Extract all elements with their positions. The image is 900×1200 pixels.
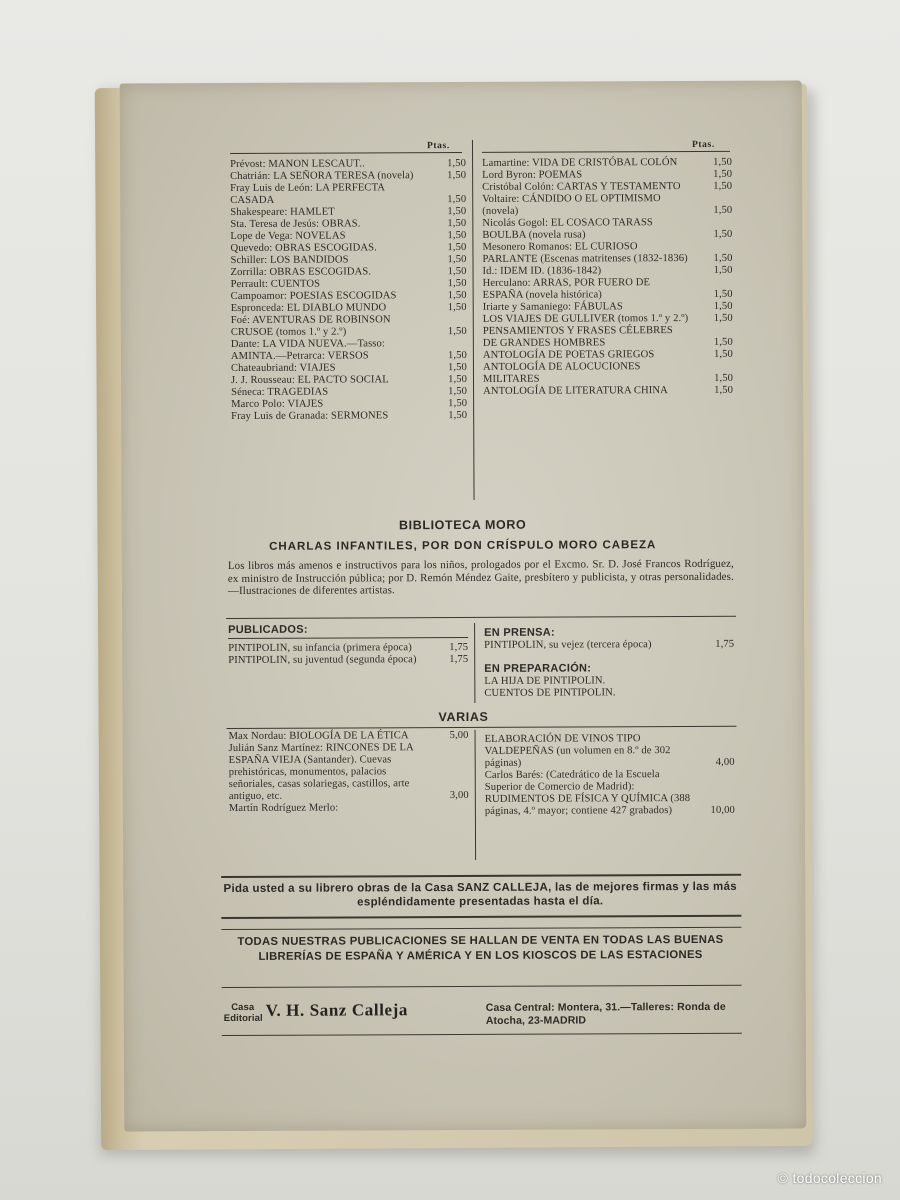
catalog-entry-price: 1,50 <box>714 372 734 384</box>
varias-entry-title: Julián Sanz Martínez: RINCONES DE LA ESPAÑA VIEJA (Santander). Cuevas prehistóricas, monumentos, palacios señoriales, casas solariegas, castillos, arte antiguo, etc. <box>228 742 414 803</box>
catalog-entry <box>230 206 466 219</box>
catalog-entry-price: 1,50 <box>713 264 733 276</box>
catalog-entry-price: 1,50 <box>447 325 467 338</box>
publicado-entry <box>228 654 468 667</box>
varias-rule <box>227 726 737 729</box>
catalog-entry <box>231 398 467 411</box>
catalog-entry-price: 1,50 <box>447 157 467 170</box>
catalog-entry <box>482 181 732 194</box>
catalog-entry-price: 1,50 <box>447 217 467 230</box>
en-preparacion-entry: CUENTOS DE PINTIPOLIN. <box>484 687 616 699</box>
en-preparacion-label: EN PREPARACIÓN: <box>484 662 592 675</box>
notice-1-bottom-rule <box>221 915 741 919</box>
catalog-left-list <box>230 158 467 423</box>
biblioteca-rule <box>226 616 736 619</box>
header-rule-left <box>230 152 462 154</box>
catalog-entry <box>230 242 466 255</box>
catalog-entry-price: 1,50 <box>447 241 467 254</box>
catalog-entry-title: Campoamor: POESIAS ESCOGIDAS <box>230 290 397 303</box>
catalog-entry-title: Espronceda: EL DIABLO MUNDO <box>230 302 387 315</box>
varias-entry <box>485 769 735 818</box>
catalog-entry-title: Cristóbal Colón: CARTAS Y TESTAMENTO <box>482 181 681 193</box>
catalog-entry <box>231 290 467 303</box>
varias-entry-title: ELABORACIÓN DE VINOS TIPO VALDEPEÑAS (un volumen en 8.º de 302 páginas) <box>484 733 671 769</box>
casa-editorial-label: Casa Editorial <box>223 1001 263 1024</box>
catalog-entry <box>231 374 467 387</box>
publicados-list <box>228 642 468 667</box>
varias-entry <box>229 742 469 803</box>
catalog-entry <box>483 325 733 350</box>
catalog-entry-price: 1,50 <box>447 289 467 302</box>
publicado-entry-title: PINTIPOLIN, su infancia (primera época) <box>228 642 412 655</box>
publicados-label: PUBLICADOS: <box>228 623 308 637</box>
catalog-right-list <box>482 157 733 398</box>
catalog-entry-price: 1,50 <box>713 348 733 360</box>
catalog-entry <box>230 170 466 183</box>
varias-entry <box>485 733 735 770</box>
header-rule-right <box>482 151 730 153</box>
catalog-entry-title: Fray Luis de León: LA PERFECTA CASADA <box>230 182 385 207</box>
catalog-entry-title: PENSAMIENTOS Y FRASES CÉLEBRES DE GRANDES HOMBRES <box>482 325 673 349</box>
varias-entry-title: Carlos Barés: (Catedrático de la Escuela Superior de Comercio de Madrid): RUDIMENTOS DE FÍSICA Y QUÍMICA (388 páginas, 4.º mayor; contiene 427 grabados) <box>484 769 691 817</box>
catalog-entry-price: 1,50 <box>713 156 733 168</box>
notice-2-top-rule <box>221 927 741 930</box>
price-header-left: Ptas. <box>426 141 450 152</box>
biblioteca-subtitle: CHARLAS INFANTILES, POR DON CRÍSPULO MORO CABEZA <box>269 539 657 553</box>
varias-entry-title: Martín Rodríguez Merlo: <box>228 802 339 815</box>
publicados-rule <box>228 637 468 639</box>
catalog-entry <box>483 265 733 278</box>
catalog-entry <box>231 278 467 291</box>
catalog-entry-title: Chateaubriand: VIAJES <box>230 362 336 375</box>
catalog-entry <box>231 338 467 363</box>
catalog-entry-price: 1,50 <box>447 265 467 278</box>
catalog-entry-title: Herculano: ARRAS, POR FUERO DE ESPAÑA (novela histórica) <box>482 277 651 301</box>
en-preparacion-list <box>484 675 734 700</box>
catalog-entry <box>230 182 466 207</box>
varias-entry-price: 4,00 <box>715 756 735 768</box>
catalog-entry <box>483 301 733 314</box>
catalog-entry-price: 1,50 <box>447 193 467 206</box>
varias-right-list <box>485 733 735 818</box>
publisher-address: Casa Central: Montera, 31.—Talleres: Ronda de Atocha, 23-MADRID <box>485 1000 726 1027</box>
catalog-entry-title: Schiller: LOS BANDIDOS <box>230 254 349 267</box>
catalog-entry-title: ANTOLOGÍA DE POETAS GRIEGOS <box>482 349 655 361</box>
varias-entry <box>229 730 469 743</box>
en-prensa-entry-price: 1,75 <box>715 638 735 650</box>
catalog-entry-price: 1,50 <box>447 169 467 182</box>
catalog-entry <box>483 385 733 398</box>
biblioteca-divider <box>474 623 475 703</box>
catalog-entry-price: 1,50 <box>713 312 733 324</box>
catalog-entry-price: 1,50 <box>713 204 733 216</box>
catalog-entry-title: Mesonero Romanos: EL CURIOSO PARLANTE (Escenas matritenses (1832-1836) <box>482 241 688 265</box>
catalog-entry <box>230 218 466 231</box>
catalog-entry-title: Fray Luis de Granada: SERMONES <box>231 410 389 423</box>
catalog-entry-price: 1,50 <box>713 336 733 348</box>
varias-entry-price: 5,00 <box>449 729 469 742</box>
varias-entry-price: 3,00 <box>449 789 469 802</box>
catalog-entry-price: 1,50 <box>714 384 734 396</box>
catalog-entry-title: Lamartine: VIDA DE CRISTÓBAL COLÓN <box>482 157 678 169</box>
catalog-entry-title: Quevedo: OBRAS ESCOGIDAS. <box>230 242 377 255</box>
catalog-entry-price: 1,50 <box>713 228 733 240</box>
catalog-entry <box>231 314 467 339</box>
catalog-entry-price: 1,50 <box>713 300 733 312</box>
column-divider <box>472 140 475 500</box>
publicado-entry-price: 1,75 <box>449 653 469 666</box>
catalog-entry-price: 1,50 <box>448 409 468 422</box>
publicado-entry-price: 1,75 <box>449 641 469 654</box>
catalog-entry <box>482 157 732 170</box>
catalog-entry <box>482 193 732 218</box>
catalog-entry-price: 1,50 <box>713 180 733 192</box>
catalog-entry <box>483 361 733 386</box>
catalog-entry-price: 1,50 <box>448 385 468 398</box>
varias-divider <box>475 730 477 860</box>
catalog-entry-title: Séneca: TRAGEDIAS <box>231 386 329 399</box>
publicado-entry-title: PINTIPOLIN, su juventud (segunda época) <box>228 654 417 667</box>
en-prensa-list <box>484 639 734 652</box>
catalog-entry-title: J. J. Rousseau: EL PACTO SOCIAL <box>230 374 389 387</box>
catalog-entry-price: 1,50 <box>447 205 467 218</box>
catalog-entry-price: 1,50 <box>448 397 468 410</box>
catalog-entry-title: Nicolás Gogol: EL COSACO TARASS BOULBA (novela rusa) <box>482 217 653 241</box>
sales-notice: TODAS NUESTRAS PUBLICACIONES SE HALLAN DE VENTA EN TODAS LAS BUENAS LIBRERÍAS DE ESPAÑA Y AMÉRICA Y EN LOS KIOSCOS DE LAS ESTACIONES <box>237 933 724 963</box>
catalog-entry <box>482 169 732 182</box>
catalog-entry-title: Chatrián: LA SEÑORA TERESA (novela) <box>230 170 414 183</box>
catalog-entry-price: 1,50 <box>447 277 467 290</box>
catalog-entry <box>483 349 733 362</box>
catalog-entry <box>231 410 467 423</box>
catalog-entry-price: 1,50 <box>447 301 467 314</box>
catalog-entry-title: Lope de Vega: NOVELAS <box>230 230 346 243</box>
catalog-entry-title: LOS VIAJES DE GULLIVER (tomos 1.º y 2.º) <box>482 313 689 325</box>
en-prensa-label: EN PRENSA: <box>484 626 555 639</box>
catalog-entry-title: ANTOLOGÍA DE ALOCUCIONES MILITARES <box>482 361 641 385</box>
catalog-entry <box>231 266 467 279</box>
catalog-entry-title: Perrault: CUENTOS <box>230 278 321 291</box>
biblioteca-title: BIBLIOTECA MORO <box>398 517 527 533</box>
catalog-entry-title: Id.: IDEM ID. (1836-1842) <box>482 265 602 277</box>
varias-entry <box>229 802 469 815</box>
catalog-entry-title: ANTOLOGÍA DE LITERATURA CHINA <box>483 385 668 397</box>
en-prensa-entry-title: PINTIPOLIN, su vejez (tercera época) <box>484 639 652 651</box>
catalog-entry <box>483 277 733 302</box>
catalog-entry <box>483 313 733 326</box>
en-prensa-entry <box>484 639 734 652</box>
publisher-bottom-rule <box>222 1033 742 1036</box>
catalog-entry <box>231 386 467 399</box>
catalog-entry-price: 1,50 <box>713 252 733 264</box>
biblioteca-description: Los libros más amenos e instructivos para los niños, prologados por el Excmo. Sr. D. José Francos Rodríguez, ex ministro de Instrucción pública; por D. Remón Méndez Gaite, presbítero y publicista, y otras personalidades.—Ilustraciones de diferentes artistas. <box>227 557 734 598</box>
catalog-entry <box>482 217 732 242</box>
varias-title: VARIAS <box>438 709 489 725</box>
en-preparacion-entry: LA HIJA DE PINTIPOLIN. <box>484 675 606 687</box>
catalog-entry <box>231 302 467 315</box>
catalog-entry-title: Foé: AVENTURAS DE ROBINSON CRUSOE (tomos 1.º y 2.º) <box>230 314 391 339</box>
catalog-entry <box>230 254 466 267</box>
book-back-cover <box>120 81 807 1132</box>
catalog-entry <box>230 158 466 171</box>
catalog-entry-price: 1,50 <box>447 253 467 266</box>
varias-left-list <box>229 730 469 815</box>
catalog-entry-price: 1,50 <box>447 229 467 242</box>
catalog-entry-price: 1,50 <box>447 349 467 362</box>
notice-1-top-rule <box>221 874 741 878</box>
watermark-text: © todocoleccion <box>777 1170 882 1186</box>
publicado-entry <box>228 642 468 655</box>
varias-entry-price: 10,00 <box>710 804 735 816</box>
catalog-entry-price: 1,50 <box>713 168 733 180</box>
catalog-entry-title: Dante: LA VIDA NUEVA.—Tasso: AMINTA.—Petrarca: VERSOS <box>230 338 385 363</box>
price-header-right: Ptas. <box>691 139 715 150</box>
catalog-entry-title: Prévost: MANON LESCAUT.. <box>230 158 365 171</box>
catalog-entry-title: Lord Byron: POEMAS <box>482 169 583 181</box>
catalog-entry-title: Voltaire: CÁNDIDO O EL OPTIMISMO (novela) <box>482 193 661 217</box>
catalog-entry <box>231 362 467 375</box>
catalog-entry-title: Iriarte y Samaniego: FÁBULAS <box>482 301 623 313</box>
catalog-entry-price: 1,50 <box>713 288 733 300</box>
casa-notice: Pida usted a su librero obras de la Casa SANZ CALLEJA, las de mejores firmas y las más espléndidamente presentadas hasta el día. <box>223 880 737 909</box>
catalog-entry-title: Shakespeare: HAMLET <box>230 206 335 219</box>
catalog-entry-title: Sta. Teresa de Jesús: OBRAS. <box>230 218 361 231</box>
publisher-name: V. H. Sanz Calleja <box>265 1000 409 1020</box>
notice-2-bottom-rule <box>222 985 742 988</box>
catalog-entry-title: Marco Polo: VIAJES <box>231 398 324 411</box>
catalog-entry-price: 1,50 <box>447 361 467 374</box>
catalog-entry-price: 1,50 <box>448 373 468 386</box>
varias-entry-title: Max Nordau: BIOLOGÍA DE LA ÉTICA <box>228 730 409 743</box>
catalog-entry <box>230 230 466 243</box>
catalog-entry <box>482 241 732 266</box>
catalog-entry-title: Zorrilla: OBRAS ESCOGIDAS. <box>230 266 372 279</box>
